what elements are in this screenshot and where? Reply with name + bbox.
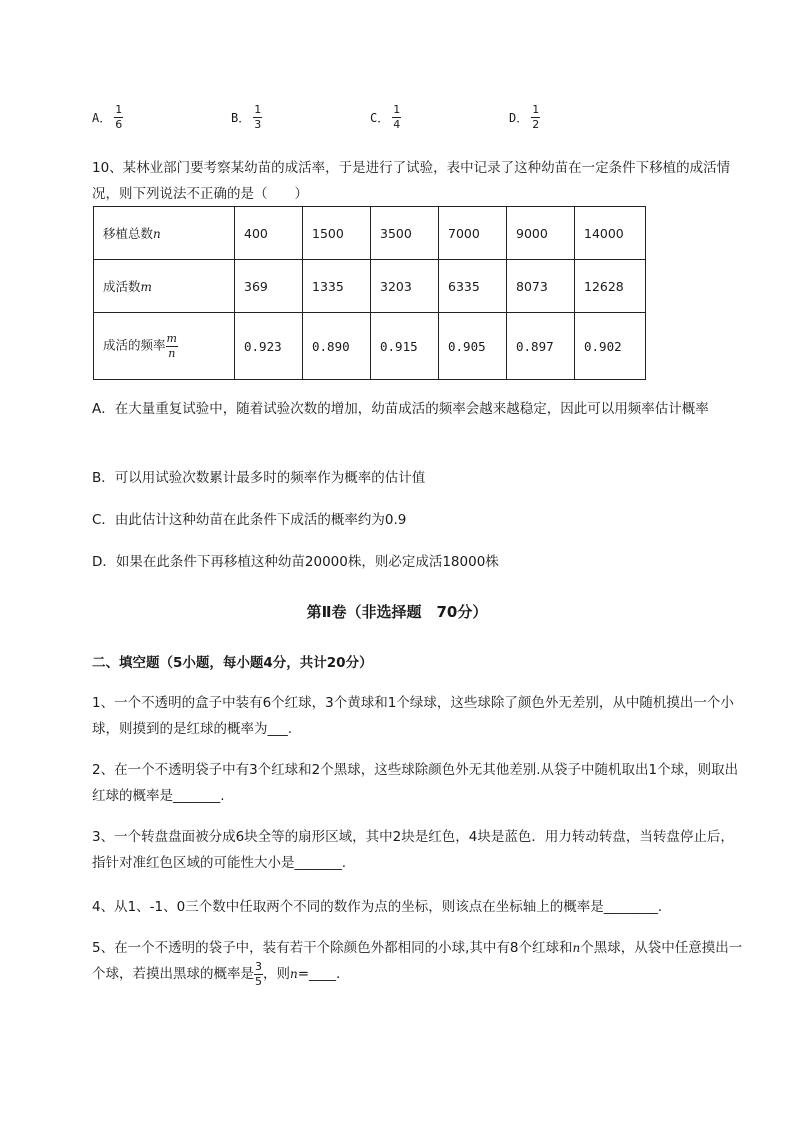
q10-option-b: B．可以用试验次数累计最多时的频率作为概率的估计值 (92, 470, 426, 486)
table-cell: 369 (235, 260, 303, 313)
table-row (94, 313, 646, 380)
fill-question-2: 2、在一个不透明袋子中有3个红球和2个黑球，这些球除颜色外无其他差别.从袋子中随机取出1个球，则取出红球的概率是_______. (92, 762, 739, 804)
fraction: $\frac{1}{6}$ (115, 103, 123, 131)
table-row (94, 260, 646, 313)
fraction: $\frac{1}{3}$ (254, 103, 262, 131)
choice-d (509, 104, 540, 130)
table-cell: 0.897 (507, 313, 575, 380)
table-row-label: 成活数m (94, 260, 235, 313)
table-row-label: 移植总数n (94, 207, 235, 260)
q10-table (93, 206, 646, 380)
choice-b (231, 104, 262, 130)
fill-question-3: 3、一个转盘盘面被分成6块全等的扇形区域，其中2块是红色，4块是蓝色．用力转动转盘，当转盘停止后，指针对准红色区域的可能性大小是_______. (92, 829, 734, 871)
choice-label: A． (92, 110, 112, 125)
table-cell: 0.923 (235, 313, 303, 380)
table-cell: 0.902 (575, 313, 646, 380)
table-cell: 9000 (507, 207, 575, 260)
table-cell: 3500 (371, 207, 439, 260)
fraction: $\frac{3}{5}$ (255, 960, 262, 988)
table-row (94, 207, 646, 260)
table-cell: 12628 (575, 260, 646, 313)
table-cell: 6335 (439, 260, 507, 313)
fraction: $\frac{1}{4}$ (393, 103, 401, 131)
q10-option-c: C．由此估计这种幼苗在此条件下成活的概率约为0.9 (92, 512, 407, 528)
table-cell: 14000 (575, 207, 646, 260)
choice-c (370, 104, 401, 130)
fill-question-4: 4、从1、-1、0三个数中任取两个不同的数作为点的坐标，则该点在坐标轴上的概率是________. (92, 899, 663, 915)
table-cell: 1335 (303, 260, 371, 313)
fill-question-1: 1、一个不透明的盒子中装有6个红球，3个黄球和1个绿球，这些球除了颜色外无差别，从中随机摸出一个小球，则摸到的是红球的概率为___. (92, 695, 734, 737)
choice-label: C． (370, 110, 390, 125)
table-cell: 0.905 (439, 313, 507, 380)
choice-label: B． (231, 110, 251, 125)
fraction: $\frac{m}{n}$ (166, 332, 177, 360)
table-row-label: 成活的频率 $\frac{m}{n}$ (94, 313, 235, 380)
fill-question-5: 5、在一个不透明的袋子中，装有若干个除颜色外都相同的小球,其中有8个红球和n个黑球，从袋中任意摸出一个球，若摸出黑球的概率是 $\frac{3}{5}$ ，则n=____. (92, 940, 743, 988)
q10-option-d: D．如果在此条件下再移植这种幼苗20000株，则必定成活18000株 (92, 554, 499, 570)
q10-option-a: A．在大量重复试验中，随着试验次数的增加，幼苗成活的频率会越来越稳定，因此可以用频率估计概率 (92, 401, 709, 417)
section-title: 第Ⅱ卷（非选择题 70分） (306, 603, 488, 621)
choice-a (92, 104, 123, 130)
table-cell: 3203 (371, 260, 439, 313)
table-cell: 7000 (439, 207, 507, 260)
q10-stem: 10、某林业部门要考察某幼苗的成活率，于是进行了试验，表中记录了这种幼苗在一定条件下移植的成活情况，则下列说法不正确的是（ ） (92, 160, 731, 202)
part-title: 二、填空题（5小题，每小题4分，共计20分） (92, 655, 373, 671)
table-cell: 0.915 (371, 313, 439, 380)
choice-label: D． (509, 110, 529, 125)
table-cell: 0.890 (303, 313, 371, 380)
table-cell: 400 (235, 207, 303, 260)
table-cell: 8073 (507, 260, 575, 313)
fraction: $\frac{1}{2}$ (532, 103, 540, 131)
table-cell: 1500 (303, 207, 371, 260)
